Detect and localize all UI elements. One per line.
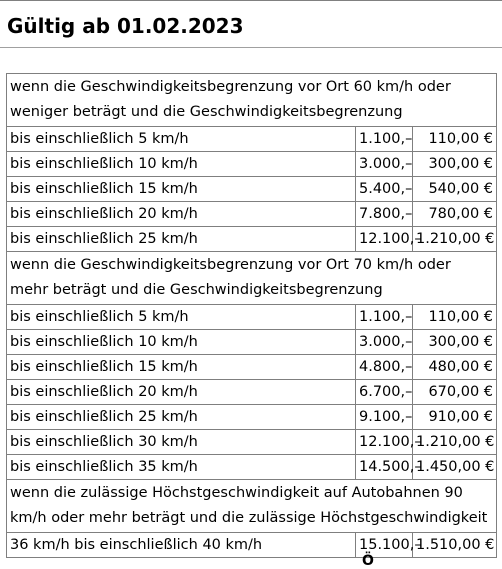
table-row [7, 430, 497, 455]
speed-range-cell: bis einschließlich 5 km/h [7, 127, 356, 152]
yen-amount-cell: 3.000,– [356, 330, 413, 355]
euro-amount-cell: 300,00 € [413, 152, 497, 177]
euro-amount-cell: 480,00 € [413, 355, 497, 380]
table-row [7, 405, 497, 430]
speed-range-cell: bis einschließlich 25 km/h [7, 227, 356, 252]
speed-range-cell: bis einschließlich 25 km/h [7, 405, 356, 430]
speed-range-cell: bis einschließlich 10 km/h [7, 152, 356, 177]
table-row [7, 330, 497, 355]
speed-range-cell: bis einschließlich 15 km/h [7, 177, 356, 202]
table-row [7, 227, 497, 252]
table-row [7, 177, 497, 202]
euro-amount-cell: 1.510,00 € [413, 533, 497, 558]
euro-amount-cell: 110,00 € [413, 127, 497, 152]
table-row [7, 127, 497, 152]
speed-range-cell: bis einschließlich 15 km/h [7, 355, 356, 380]
title-divider [0, 47, 502, 48]
yen-amount-cell: 4.800,– [356, 355, 413, 380]
euro-amount-cell: 1.210,00 € [413, 430, 497, 455]
yen-amount-cell: 3.000,– [356, 152, 413, 177]
yen-amount-cell: 12.100,– [356, 430, 413, 455]
yen-amount-cell: 9.100,– [356, 405, 413, 430]
euro-amount-cell: 1.210,00 € [413, 227, 497, 252]
table-row [7, 380, 497, 405]
yen-amount-cell: 7.800,– [356, 202, 413, 227]
euro-amount-cell: 1.450,00 € [413, 455, 497, 480]
yen-amount-cell: 15.100,– [356, 533, 413, 558]
speed-range-cell: bis einschließlich 5 km/h [7, 305, 356, 330]
table-row [7, 202, 497, 227]
yen-amount-cell: 6.700,– [356, 380, 413, 405]
euro-amount-cell: 300,00 € [413, 330, 497, 355]
euro-amount-cell: 110,00 € [413, 305, 497, 330]
section-header-row [7, 252, 497, 305]
cutoff-heading-fragment: Ö [362, 553, 374, 569]
table-row [7, 355, 497, 380]
speed-range-cell: bis einschließlich 10 km/h [7, 330, 356, 355]
speed-range-cell: bis einschließlich 30 km/h [7, 430, 356, 455]
next-section-cutoff [0, 551, 502, 569]
yen-amount-cell: 12.100,– [356, 227, 413, 252]
yen-amount-cell: 1.100,– [356, 127, 413, 152]
yen-amount-cell: 1.100,– [356, 305, 413, 330]
table-row [7, 152, 497, 177]
table-row [7, 305, 497, 330]
fines-table-body [7, 74, 497, 558]
speed-range-cell: 36 km/h bis einschließlich 40 km/h [7, 533, 356, 558]
speed-range-cell: bis einschließlich 20 km/h [7, 202, 356, 227]
euro-amount-cell: 670,00 € [413, 380, 497, 405]
euro-amount-cell: 910,00 € [413, 405, 497, 430]
fines-table [6, 73, 497, 558]
yen-amount-cell: 14.500,– [356, 455, 413, 480]
top-divider [0, 0, 502, 1]
section-header: wenn die Geschwindigkeitsbegrenzung vor Ort 60 km/h oder weniger beträgt und die Geschwindigkeitsbegrenzung [7, 74, 497, 127]
euro-amount-cell: 540,00 € [413, 177, 497, 202]
section-header: wenn die Geschwindigkeitsbegrenzung vor Ort 70 km/h oder mehr beträgt und die Geschwindigkeitsbegrenzung [7, 252, 497, 305]
speed-range-cell: bis einschließlich 20 km/h [7, 380, 356, 405]
page-title: Gültig ab 01.02.2023 [7, 14, 244, 38]
euro-amount-cell: 780,00 € [413, 202, 497, 227]
table-row [7, 455, 497, 480]
yen-amount-cell: 5.400,– [356, 177, 413, 202]
section-header-row [7, 480, 497, 533]
speed-range-cell: bis einschließlich 35 km/h [7, 455, 356, 480]
section-header: wenn die zulässige Höchstgeschwindigkeit auf Autobahnen 90 km/h oder mehr beträgt und die zulässige Höchstgeschwindigkeit [7, 480, 497, 533]
section-header-row [7, 74, 497, 127]
